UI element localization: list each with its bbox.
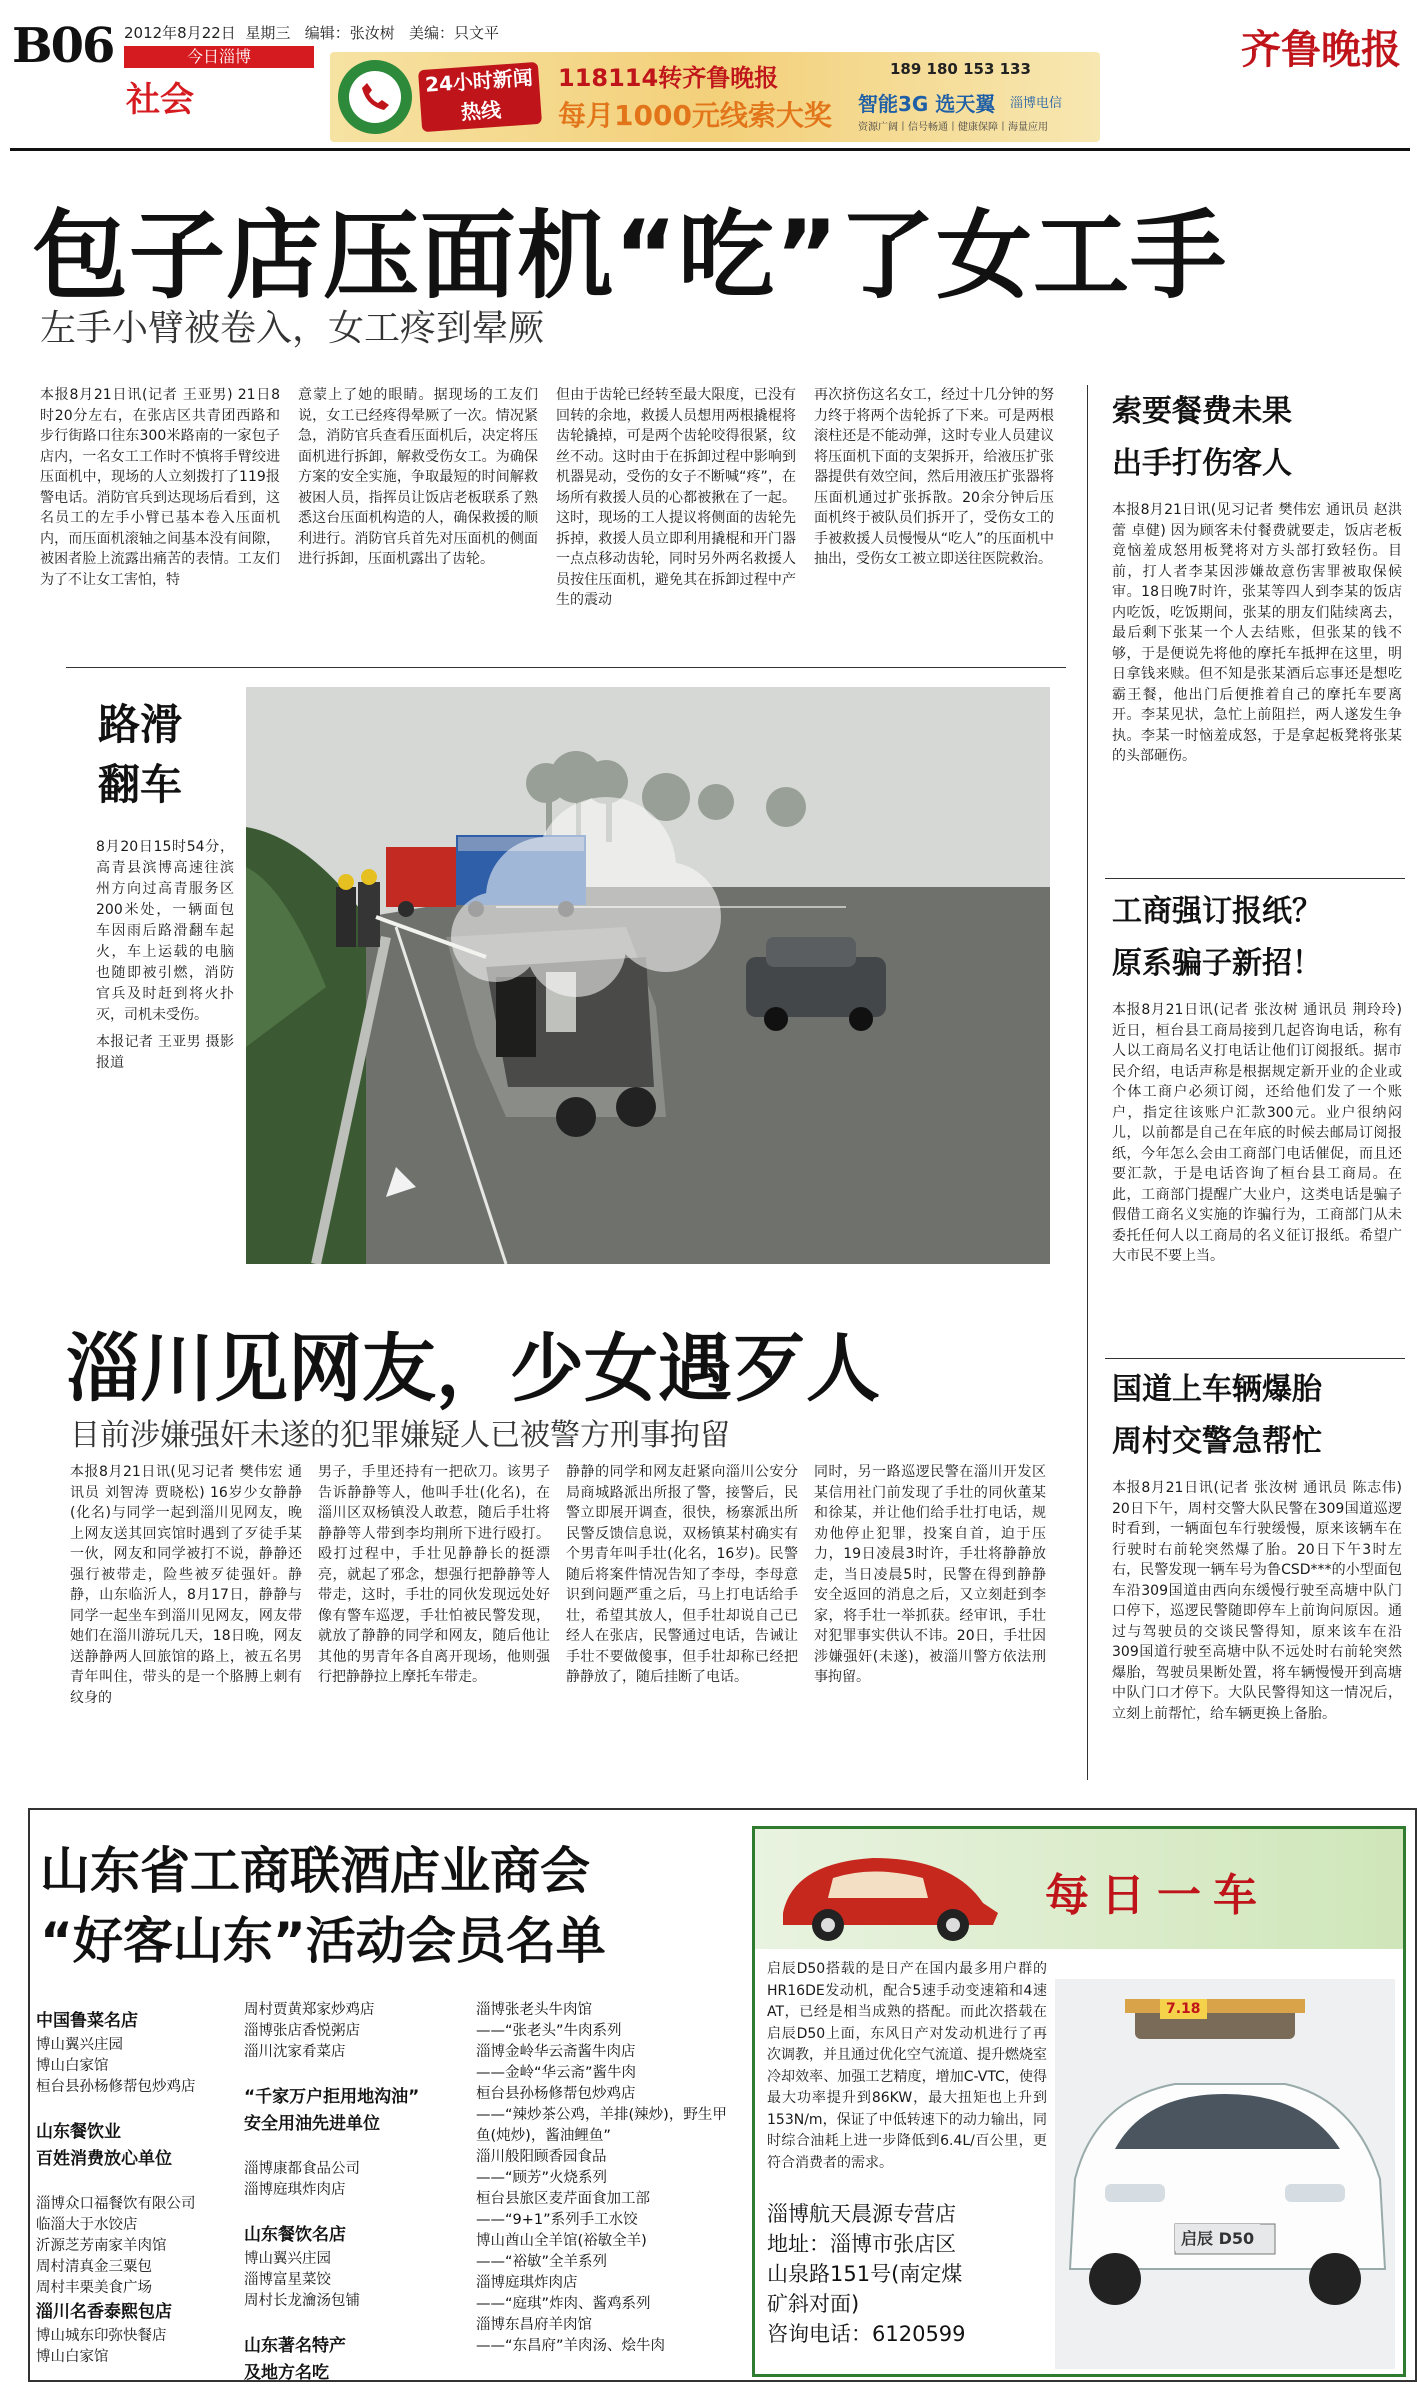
member-entry: 博山白家馆 bbox=[36, 2058, 109, 2074]
member-entry: 淄博众口福餐饮有限公司 bbox=[36, 2196, 196, 2212]
member-entry: 周村长龙瀹汤包铺 bbox=[244, 2293, 360, 2309]
assoc-col-1 bbox=[36, 2008, 246, 2368]
member-entry: 博山翼兴庄园 bbox=[244, 2251, 331, 2267]
ad-slogan: 智能3G 选天翼 bbox=[858, 92, 996, 116]
side3-title1: 国道上车辆爆胎 bbox=[1112, 1372, 1322, 1407]
side2-body: 本报8月21日讯(记者 张汝树 通讯员 荆玲玲) 近日，桓台县工商局接到几起咨询电话，称有人以工商局名义打电话让他们订阅报纸。据市民介绍，电话声称是根据规定新开业的企业或个体工商户必须订阅，还给他们发了一个账户，指定往该账户汇款300元。业户很纳闷儿，以前都是自己在年底的时候去邮局订阅报纸，今年怎么会由工商部门电话催促，而且还要汇款，于是电话咨询了桓台县工商局。在此，工商部门提醒广大业户，这类电话是骗子假借工商名义实施的诈骗行为，工商部门从未委托任何人以工商局的名义征订报纸。希望广大市民不要上当。 bbox=[1112, 1002, 1402, 1264]
member-entry: 临淄大于水饺店 bbox=[36, 2217, 138, 2233]
member-entry: 山东著名特产 bbox=[244, 2336, 346, 2356]
member-entry bbox=[244, 2138, 464, 2159]
lead-col-2: 意蒙上了她的眼睛。据现场的工友们说，女工已经疼得晕厥了一次。情况紧急，消防官兵查看压面机后，决定将压面机进行拆卸，解救受伤女工。为确保方案的安全实施，争取最短的时间解救被困人员，指挥员让饭店老板联系了熟悉这台压面机构造的人，确保救援的顺利进行。消防官兵首先对压面机的侧面进行拆卸，压面机露出了齿轮。 bbox=[298, 387, 538, 567]
d50-car-photo bbox=[1055, 1979, 1395, 2369]
member-entry: 桓台县孙杨修帮包炒鸡店 bbox=[476, 2086, 636, 2102]
side-divider-1 bbox=[1105, 878, 1405, 879]
assoc-col-3 bbox=[476, 2000, 738, 2357]
member-entry: 山东餐饮业 bbox=[36, 2122, 121, 2142]
side-story-1 bbox=[1112, 386, 1402, 767]
dealer-info bbox=[767, 2199, 1047, 2349]
member-entry: 沂源芝芳南家羊肉馆 bbox=[36, 2238, 167, 2254]
photo-credit: 本报记者 王亚男 摄影报道 bbox=[96, 1034, 234, 1071]
member-entry bbox=[244, 2201, 464, 2222]
side-story-2 bbox=[1112, 886, 1402, 1267]
member-entry: 淄川名香泰熙包店 bbox=[36, 2302, 172, 2322]
section-tag: 今日淄博 bbox=[124, 46, 314, 68]
ad-carrier: 淄博电信 bbox=[1010, 96, 1063, 111]
hotline-badge: 24小时新闻热线 bbox=[418, 62, 542, 132]
photo-title2: 翻车 bbox=[98, 760, 183, 809]
lead-col-1: 本报8月21日讯(记者 王亚男) 21日8时20分左右，在张店区共青团西路和步行街路口往东300米路南的一家包子店内，一名女工工作时不慎将手臂绞进压面机中，现场的人立刻拨打了119报警电话。消防官兵到达现场后看到，这名员工的左手小臂已基本卷入压面机内，而压面机滚轴之间基本没有间隙，被困者脸上流露出痛苦的表情。工友们为了不让女工害怕，特 bbox=[40, 387, 280, 588]
right-column-divider bbox=[1087, 385, 1088, 1780]
side1-title1: 索要餐费未果 bbox=[1112, 394, 1292, 429]
story2-col-4: 同时，另一路巡逻民警在淄川开发区某信用社门前发现了手壮的同伙董某和徐某，并让他们给手壮打电话，规劝他停止犯罪，投案自首，迫于压力，19日凌晨3时许，手壮将静静放走，当日凌晨5时，民警在得到静静安全返回的消息之后，又立刻赶到李家，将手壮一举抓获。经审讯，手壮对犯罪事实供认不讳。20日，手壮因涉嫌强奸(未遂)，被淄川警方依法刑事拘留。 bbox=[814, 1464, 1046, 1685]
weekday: 星期三 bbox=[245, 24, 291, 42]
member-entry bbox=[36, 2173, 246, 2194]
member-entry: ——金岭“华云斋”酱牛肉 bbox=[476, 2065, 637, 2081]
assoc-title1: 山东省工商联酒店业商会 bbox=[40, 1842, 590, 1900]
member-entry: 博山翼兴庄园 bbox=[36, 2037, 123, 2053]
dealer-name: 淄博航天晨源专营店 bbox=[767, 2202, 956, 2226]
car-banner-title: 每日一车 bbox=[1045, 1870, 1269, 1921]
dealer-addr-1: 地址：淄博市张店区 bbox=[767, 2232, 956, 2256]
editor: 编辑：张汝树 bbox=[304, 24, 395, 42]
member-entry: 淄博富星菜饺 bbox=[244, 2272, 331, 2288]
car-brand-plate: 启辰 D50 bbox=[1175, 2224, 1260, 2251]
top-rule bbox=[10, 148, 1410, 151]
side3-body: 本报8月21日讯(记者 张汝树 通讯员 陈志伟) 20日下午，周村交警大队民警在309国道巡逻时看到，一辆面包车行驶缓慢，原来该辆车在行驶时右前轮突然爆了胎。20日下午3时左右，民警发现一辆车号为鲁CSD***的小型面包车沿309国道由西向东缓慢行驶至高塘中队门口停下，巡逻民警随即停车上前询问原因。通过与驾驶员的交谈民警得知，原来该车在沿309国道行驶至高塘中队不远处时右前轮突然爆胎，驾驶员果断处置，将车辆慢慢开到高塘中队门口才停下。大队民警得知这一情况后，立刻上前帮忙，给车辆更换上备胎。 bbox=[1112, 1480, 1402, 1722]
member-entry: ——“辣炒茶公鸡，羊排(辣炒)，野生甲鱼(炖炒)，酱油鲤鱼” bbox=[476, 2107, 727, 2144]
photo-title1: 路滑 bbox=[98, 700, 183, 749]
member-entry: 中国鲁菜名店 bbox=[36, 2011, 138, 2031]
dealer-addr-2: 山泉路151号(南定煤 bbox=[767, 2262, 963, 2286]
member-entry: 百姓消费放心单位 bbox=[36, 2149, 172, 2169]
member-entry: 淄川沈家肴菜店 bbox=[244, 2044, 346, 2060]
member-entry: ——“庭琪”炸肉、酱鸡系列 bbox=[476, 2296, 651, 2312]
side2-title2: 原系骗子新招！ bbox=[1112, 946, 1322, 981]
member-entry: 博山酋山全羊馆(裕敏全羊) bbox=[476, 2233, 647, 2249]
member-entry: 博山白家馆 bbox=[36, 2349, 109, 2365]
car-body: 启辰D50搭载的是日产在国内最多用户群的HR16DE发动机，配合5速手动变速箱和4速AT，已经是相当成熟的搭配。而此次搭载在启辰D50上面，东风日产对发动机进行了再次调教，并且通过优化空气流道、提升燃烧室冷却效率、加强工艺精度，增加C-VTC，使得最大功率提升到86KW，最大扭矩也上升到153N/m，保证了中低转速下的动力输出，同时综合油耗上进一步降低到6.4L/百公里，更符合消费者的需求。 bbox=[767, 1961, 1047, 2171]
photo-top-rule bbox=[66, 667, 1066, 668]
member-entry: 淄博庭琪炸肉店 bbox=[476, 2275, 578, 2291]
side3-title2: 周村交警急帮忙 bbox=[1112, 1424, 1322, 1459]
lead-subhead: 左手小臂被卷入，女工疼到晕厥 bbox=[40, 308, 545, 349]
dealer-tel: 咨询电话：6120599 bbox=[767, 2322, 966, 2346]
ad-prize: 每月1000元线索大奖 bbox=[558, 99, 832, 132]
member-entry bbox=[244, 2312, 464, 2333]
dealer-addr-3: 矿斜对面) bbox=[767, 2292, 860, 2316]
designer: 美编：只文平 bbox=[409, 24, 500, 42]
story2-subhead: 目前涉嫌强奸未遂的犯罪嫌疑人已被警方刑事拘留 bbox=[70, 1418, 730, 1453]
side1-body: 本报8月21日讯(见习记者 樊伟宏 通讯员 赵洪蕾 卓健) 因为顾客未付餐费就要走，饭店老板竟恼羞成怒用板凳将对方头部打致轻伤。目前，打人者李某因涉嫌故意伤害罪被取保候审。18日晚7时许，张某等四人到李某的饭店内吃饭，吃饭期间，张某的朋友们陆续离去，最后剩下张某一个人去结账，但张某的钱不够，于是便说先将他的摩托车抵押在这里，明日拿钱来赎。但不知是张某酒后忘事还是想吃霸王餐，他出门后便推着自己的摩托车要离开。李某见状，急忙上前阻拦，两人遂发生争执。李某一时恼羞成怒，于是拿起板凳将张某的头部砸伤。 bbox=[1112, 502, 1402, 764]
side-story-3 bbox=[1112, 1364, 1402, 1724]
ad-number: 118114转齐鲁晚报 bbox=[558, 64, 779, 92]
member-entry: ——“张老头”牛肉系列 bbox=[476, 2023, 622, 2039]
member-entry: 淄博金岭华云斋酱牛肉店 bbox=[476, 2044, 636, 2060]
lead-headline: 包子店压面机“吃”了女工手 bbox=[32, 200, 1228, 312]
member-entry: 淄博张老头牛肉馆 bbox=[476, 2002, 592, 2018]
member-entry: 周村清真金三粟包 bbox=[36, 2259, 152, 2275]
car-date-label: 7.18 bbox=[1160, 1999, 1207, 2019]
member-entry: ——“9+1”系列手工水饺 bbox=[476, 2212, 638, 2228]
member-entry: 山东餐饮名店 bbox=[244, 2225, 346, 2245]
section-name: 社会 bbox=[126, 80, 194, 120]
member-entry: 桓台县孙杨修帮包炒鸡店 bbox=[36, 2079, 196, 2095]
newspaper-logo: 齐鲁晚报 bbox=[1241, 26, 1401, 73]
story2-col-2: 男子，手里还持有一把砍刀。该男子告诉静静等人，他叫手壮(化名)，在淄川区双杨镇没人敢惹，随后手壮将静静等人带到李均荆所下进行殴打。殴打过程中，手壮见静静长的挺漂亮，就起了邪念，想强行把静静等人带走，这时，手壮的同伙发现远处好像有警车巡逻，手壮怕被民警发现，就放了静静的同学和网友，随后他让其他的男青年各自离开现场，他则强行把静静拉上摩托车带走。 bbox=[318, 1464, 550, 1685]
member-entry: 安全用油先进单位 bbox=[244, 2114, 380, 2134]
member-entry: 淄博东昌府羊肉馆 bbox=[476, 2317, 592, 2333]
member-entry: ——“顾芳”火烧系列 bbox=[476, 2170, 608, 2186]
page-number: B06 bbox=[12, 18, 114, 74]
member-entry: 淄川般阳顾香园食品 bbox=[476, 2149, 607, 2165]
side2-title1: 工商强订报纸？ bbox=[1112, 894, 1322, 929]
side1-title2: 出手打伤客人 bbox=[1112, 446, 1292, 481]
member-entry: 周村丰栗美食广场 bbox=[36, 2280, 152, 2296]
lead-col-4: 再次挤伤这名女工，经过十几分钟的努力终于将两个齿轮拆了下来。可是两根滚柱还是不能动弹，这时专业人员建议将压面机下面的支架拆开，给液压扩张器提供有效空间，然后用液压扩张器将压面机通过扩张拆散。20余分钟后压面机终于被队员们拆开了，受伤女工的手被救援人员慢慢从“吃人”的压面机中抽出，受伤女工被立即送往医院救治。 bbox=[814, 387, 1054, 567]
member-entry: 博山城东印弥快餐店 bbox=[36, 2328, 167, 2344]
member-entry: ——“东昌府”羊肉汤、烩牛肉 bbox=[476, 2338, 666, 2354]
beetle-car-icon bbox=[763, 1843, 1013, 1943]
top-ad-banner bbox=[330, 52, 1100, 142]
member-entry: “千家万户拒用地沟油” bbox=[244, 2087, 420, 2107]
photo-caption: 8月20日15时54分，高青县滨博高速往滨州方向过高青服务区200米处，一辆面包车因雨后路滑翻车起火，车上运载的电脑也随即被引燃，消防官兵及时赶到将火扑灭，司机未受伤。 bbox=[96, 839, 234, 1023]
member-entry bbox=[36, 2098, 246, 2119]
photo-caption-box bbox=[78, 687, 246, 1264]
member-entry: 周村贾黄郑家炒鸡店 bbox=[244, 2002, 375, 2018]
assoc-title bbox=[40, 1836, 606, 1976]
story2-col-3: 静静的同学和网友赶紧向淄川公安分局商城路派出所报了警，接警后，民警立即展开调查，很快，杨寨派出所民警反馈信息说，双杨镇某村确实有个男青年叫手壮(化名，16岁)。民警随后将案件情况告知了李母，李母意识到问题严重之后，马上打电话给手壮，希望其放人，但手壮却说自己已经人在张店，民警通过电话，告诫让手壮不要做傻事，但手壮却称已经把静静放了，随后挂断了电话。 bbox=[566, 1464, 798, 1685]
date: 2012年8月22日 bbox=[124, 24, 236, 42]
member-entry: 及地方名吃 bbox=[244, 2363, 329, 2383]
accident-photo bbox=[246, 687, 1050, 1264]
member-entry: 淄博康都食品公司 bbox=[244, 2161, 360, 2177]
story2-col-1: 本报8月21日讯(见习记者 樊伟宏 通讯员 刘智涛 贾晓松) 16岁少女静静(化名)与同学一起到淄川见网友，晚上网友送其回宾馆时遇到了歹徒手某一伙，网友和同学被打不说，静静还强行被带走，险些被歹徒强奸。静静，山东临沂人，8月17日，静静与同学一起坐车到淄川见网友，网友带她们在淄川游玩几天，18日晚，网友送静静两人回旅馆的路上，被五名男青年叫住，带头的是一个胳膊上刺有纹身的 bbox=[70, 1464, 302, 1706]
ad-phone: 189 180 153 133 bbox=[890, 60, 1031, 78]
lead-col-3: 但由于齿轮已经转至最大限度，已没有回转的余地，救援人员想用两根撬棍将齿轮撬掉，可是两个齿轮咬得很紧，纹丝不动。这时由于在拆卸过程中影响到机器晃动，受伤的女子不断喊“疼”，在场所有救援人员的心都被揪在了一起。这时，现场的工人提议将侧面的齿轮先拆掉，救援人员立即利用撬棍和开门器一点点移动齿轮，同时另外两名救援人员按住压面机，避免其在拆卸过程中产生的震动 bbox=[556, 387, 796, 608]
car-ad bbox=[752, 1826, 1406, 2377]
member-entry: ——“裕敏”全羊系列 bbox=[476, 2254, 608, 2270]
member-entry bbox=[244, 2063, 464, 2084]
assoc-col-2 bbox=[244, 2000, 464, 2387]
story2-headline: 淄川见网友，少女遇歹人 bbox=[66, 1326, 880, 1412]
dateline bbox=[124, 22, 499, 43]
member-entry: 淄博张店香悦粥店 bbox=[244, 2023, 360, 2039]
assoc-title2: “好客山东”活动会员名单 bbox=[40, 1912, 606, 1970]
side-divider-2 bbox=[1105, 1358, 1405, 1359]
member-entry: 淄博庭琪炸肉店 bbox=[244, 2182, 346, 2198]
ad-sub: 资源广阔丨信号畅通丨健康保障丨海量应用 bbox=[858, 122, 1048, 133]
phone-icon bbox=[338, 60, 412, 134]
member-entry: 桓台县旅区麦芹面食加工部 bbox=[476, 2191, 650, 2207]
